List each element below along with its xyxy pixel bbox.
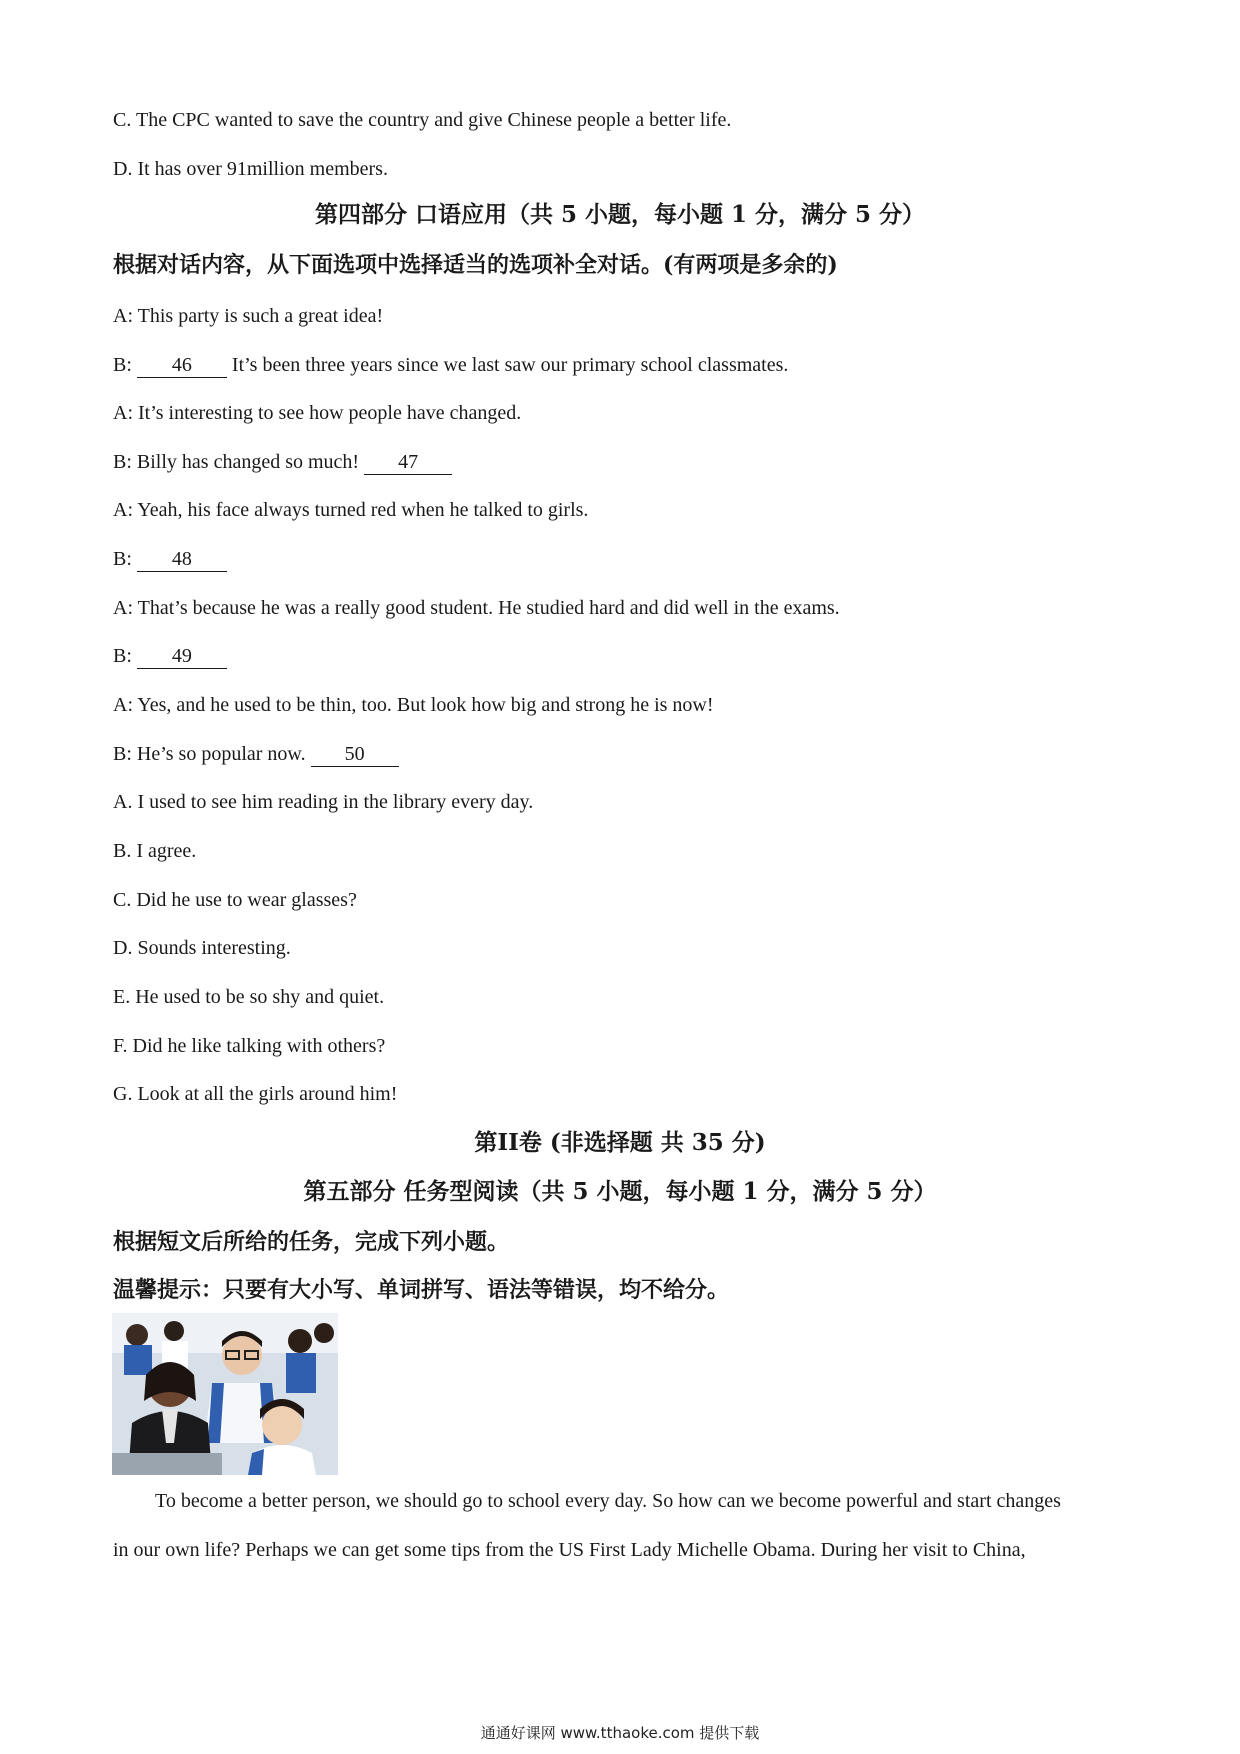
- dialogue-line-2: [113, 352, 788, 378]
- option-e: E. He used to be so shy and quiet.: [113, 986, 385, 1008]
- passage-line-2: in our own life? Perhaps we can get some tips from the US First Lady Michelle Obama. During her visit to China,: [113, 1539, 1026, 1561]
- dialogue-line-7: A: That’s because he was a really good student. He studied hard and did well in the exams.: [113, 597, 840, 619]
- classroom-photo-illustration: [112, 1313, 338, 1475]
- dialogue-line-4-text: B: Billy has changed so much!: [113, 451, 365, 473]
- part5-instruction: 根据短文后所给的任务，完成下列小题。: [113, 1229, 510, 1255]
- blank-46: 46: [137, 354, 227, 378]
- blank-50: 50: [311, 743, 399, 767]
- option-b: B. I agree.: [113, 840, 197, 862]
- dialogue-line-2-text: It’s been three years since we last saw our primary school classmates.: [226, 354, 789, 376]
- option-d-prev: D. It has over 91million members.: [113, 158, 388, 180]
- speaker-b: B:: [113, 548, 137, 570]
- dialogue-line-3: A: It’s interesting to see how people have changed.: [113, 402, 522, 424]
- blank-47: 47: [364, 451, 452, 475]
- part5-tip: 温馨提示：只要有大小写、单词拼写、语法等错误，均不给分。: [113, 1277, 730, 1303]
- classroom-photo: [112, 1313, 338, 1475]
- speaker-b: B:: [113, 354, 137, 376]
- dialogue-line-1: A: This party is such a great idea!: [113, 305, 384, 327]
- part4-instruction: 根据对话内容，从下面选项中选择适当的选项补全对话。(有两项是多余的): [113, 252, 838, 278]
- speaker-b: B:: [113, 645, 137, 667]
- dialogue-line-9: A: Yes, and he used to be thin, too. But look how big and strong he is now!: [113, 694, 714, 716]
- dialogue-line-6: [113, 546, 227, 572]
- dialogue-line-4: [113, 449, 452, 475]
- dialogue-line-10-text: B: He’s so popular now.: [113, 743, 311, 765]
- part5-heading: 第五部分 任务型阅读（共 5 小题，每小题 1 分，满分 5 分）: [303, 1178, 937, 1205]
- dialogue-line-5: A: Yeah, his face always turned red when he talked to girls.: [113, 499, 589, 521]
- blank-48: 48: [137, 548, 227, 572]
- passage-line-1: To become a better person, we should go to school every day. So how can we become powerful and start changes: [155, 1490, 1061, 1512]
- footer-watermark: 通通好课网 www.tthaoke.com 提供下载: [480, 1724, 760, 1742]
- option-c-prev: C. The CPC wanted to save the country and give Chinese people a better life.: [113, 109, 732, 131]
- option-a: A. I used to see him reading in the library every day.: [113, 791, 534, 813]
- part4-heading: 第四部分 口语应用（共 5 小题，每小题 1 分，满分 5 分）: [314, 201, 926, 228]
- option-f: F. Did he like talking with others?: [113, 1035, 386, 1057]
- volume-2-heading: 第II卷 (非选择题 共 35 分): [474, 1129, 766, 1156]
- option-d: D. Sounds interesting.: [113, 937, 291, 959]
- option-c: C. Did he use to wear glasses?: [113, 889, 357, 911]
- option-g: G. Look at all the girls around him!: [113, 1083, 398, 1105]
- blank-49: 49: [137, 645, 227, 669]
- dialogue-line-8: [113, 643, 227, 669]
- dialogue-line-10: [113, 741, 399, 767]
